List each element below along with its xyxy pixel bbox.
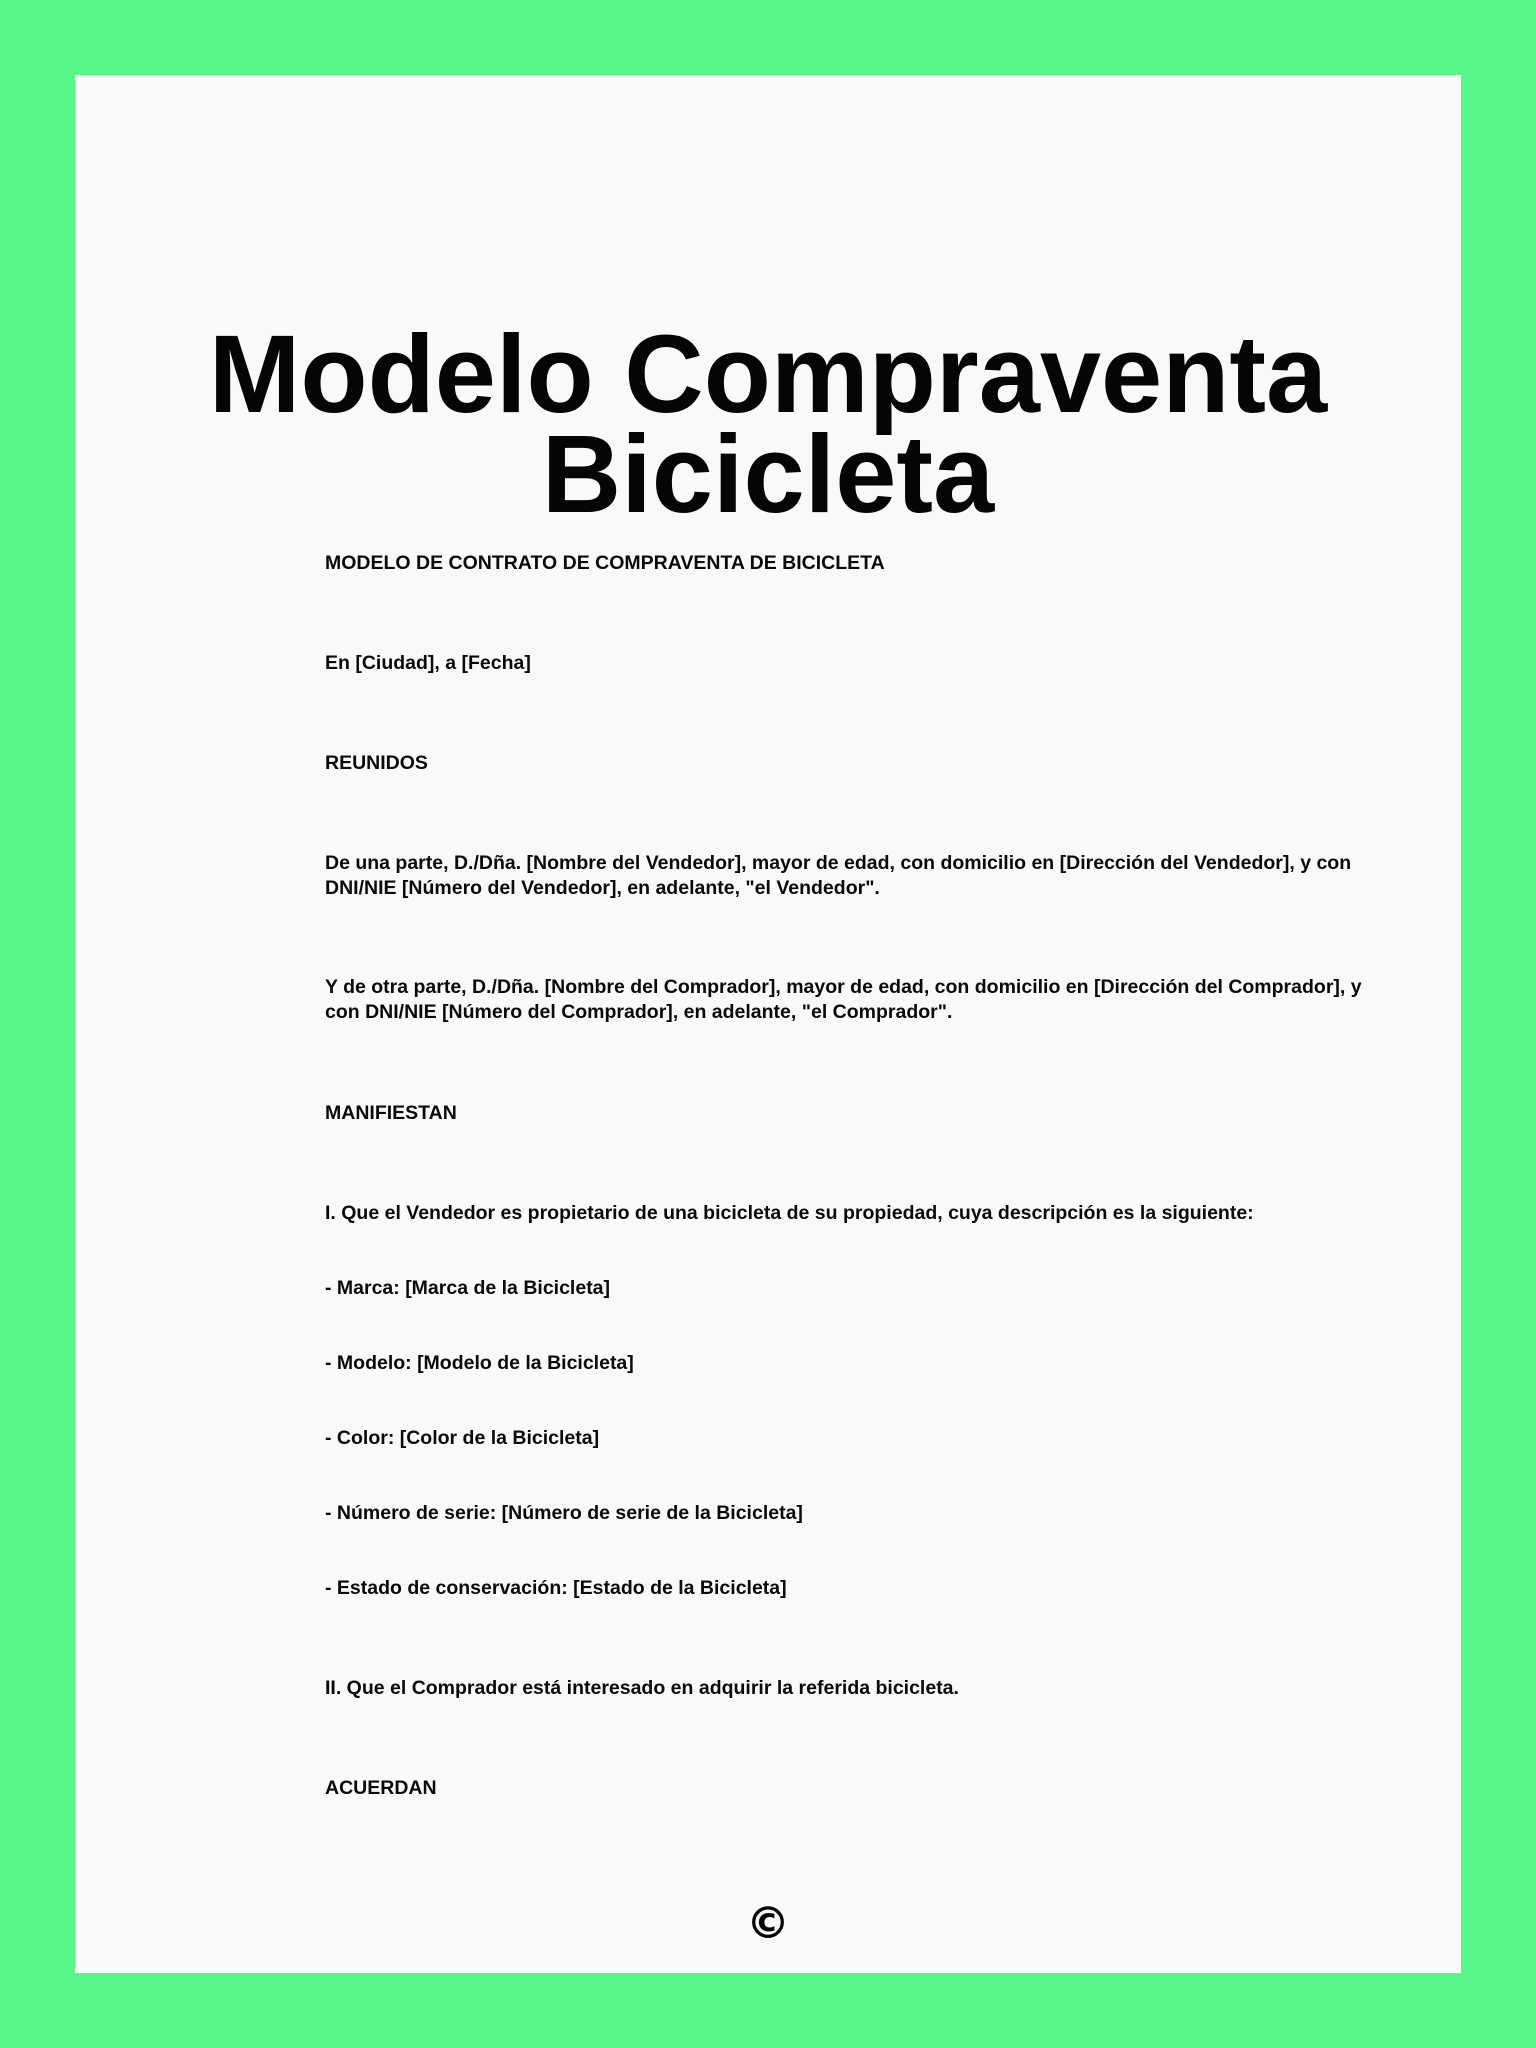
bike-brand-item: - Marca: [Marca de la Bicicleta]	[325, 1277, 611, 1299]
bike-serial-item: - Número de serie: [Número de serie de la Bicicleta]	[325, 1502, 803, 1524]
section-heading-manifiestan: MANIFIESTAN	[325, 1102, 457, 1124]
buyer-paragraph: Y de otra parte, D./Dña. [Nombre del Comprador], mayor de edad, con domicilio en [Dirección del Comprador], y con DNI/NIE [Número del Comprador], en adelante, "el Comprador".	[325, 976, 1362, 1023]
title-line-1: Modelo Compraventa	[208, 313, 1328, 436]
title-line-2: Bicicleta	[541, 413, 995, 536]
seller-paragraph: De una parte, D./Dña. [Nombre del Vendedor], mayor de edad, con domicilio en [Dirección del Vendedor], y con DNI/NIE [Número del Vendedor], en adelante, "el Vendedor".	[325, 852, 1352, 899]
clause-one: I. Que el Vendedor es propietario de una bicicleta de su propiedad, cuya descripción es la siguiente:	[325, 1202, 1254, 1224]
place-date-line: En [Ciudad], a [Fecha]	[325, 652, 531, 674]
contract-heading: MODELO DE CONTRATO DE COMPRAVENTA DE BICICLETA	[325, 552, 885, 574]
bike-color-item: - Color: [Color de la Bicicleta]	[325, 1427, 600, 1449]
clause-two: II. Que el Comprador está interesado en adquirir la referida bicicleta.	[325, 1677, 959, 1699]
copyright-icon: ©	[746, 1898, 790, 1949]
bike-condition-item: - Estado de conservación: [Estado de la Bicicleta]	[325, 1577, 787, 1599]
document-page	[75, 75, 1461, 1973]
section-heading-reunidos: REUNIDOS	[325, 752, 428, 774]
document-title	[75, 313, 1461, 536]
section-heading-acuerdan: ACUERDAN	[325, 1777, 437, 1799]
bike-model-item: - Modelo: [Modelo de la Bicicleta]	[325, 1352, 634, 1374]
